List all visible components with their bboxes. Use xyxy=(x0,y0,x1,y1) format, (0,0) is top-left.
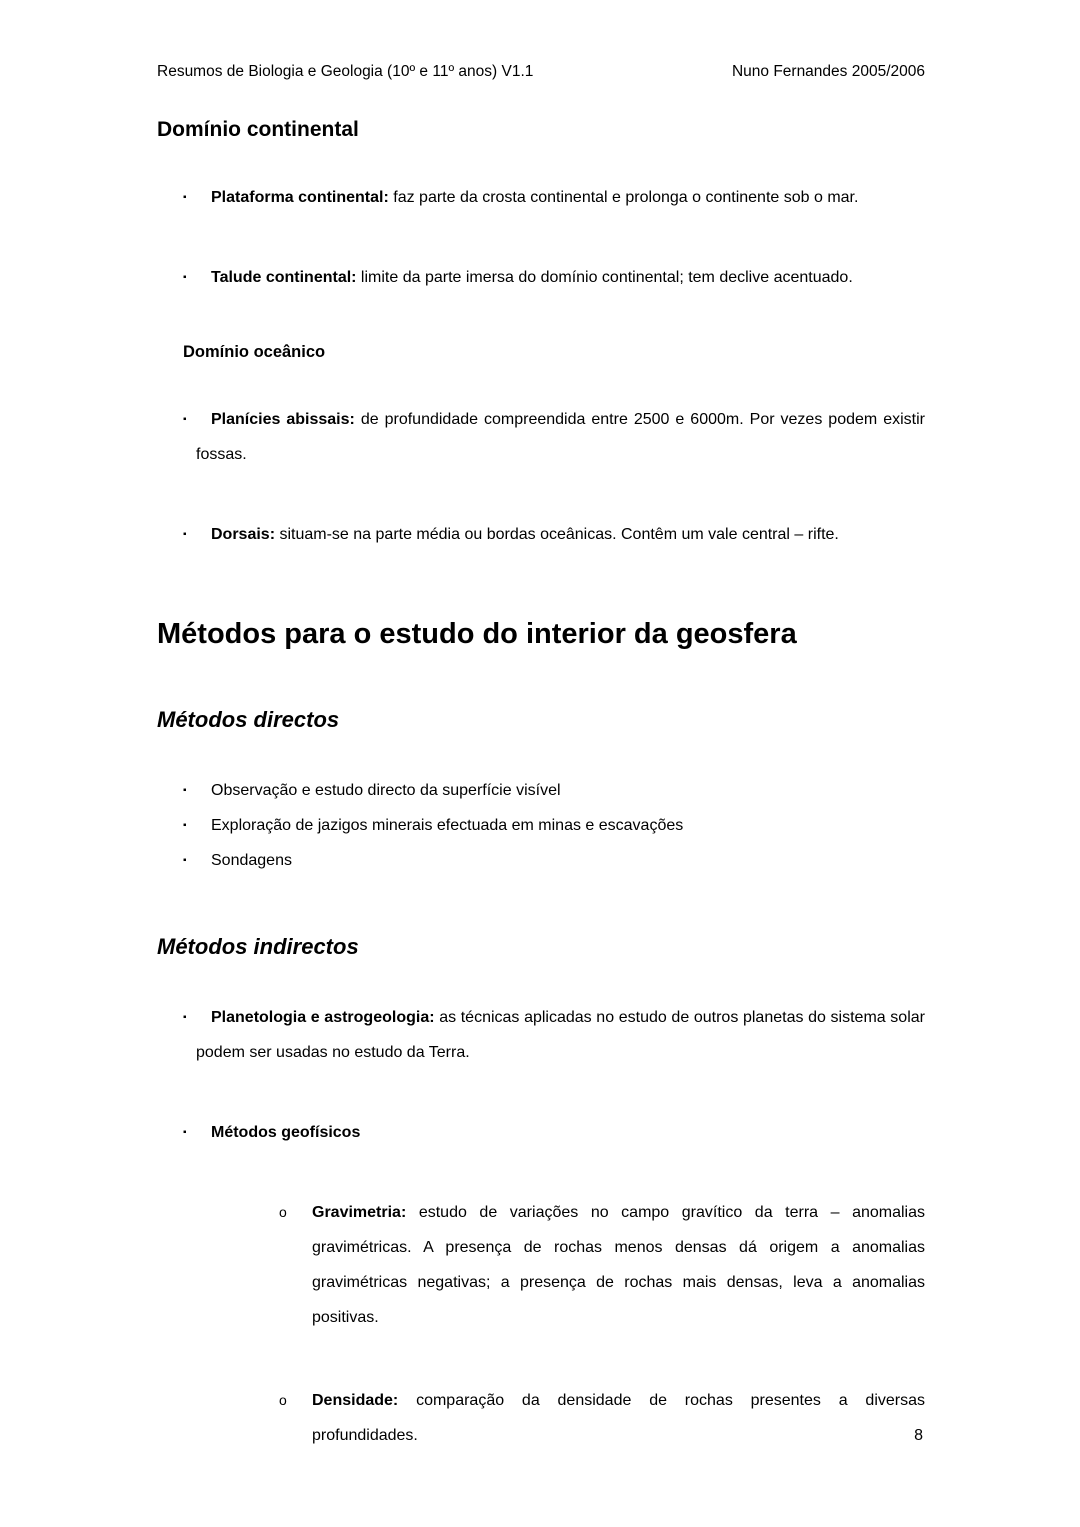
bullet-square-icon: ▪ xyxy=(183,272,187,283)
heading-metodos-indirectos: Métodos indirectos xyxy=(157,934,359,959)
page-number: 8 xyxy=(914,1427,923,1444)
section-heading-dominio-continental: Domínio continental xyxy=(157,118,359,141)
sub-bullet-lead: Densidade: xyxy=(312,1392,399,1409)
spacer xyxy=(157,1177,925,1195)
spacer xyxy=(157,1365,925,1383)
bullet-text: Sondagens xyxy=(211,852,292,869)
bullet-lead: Planícies abissais: xyxy=(211,411,355,428)
bullet-lead: Plataforma continental: xyxy=(211,189,389,206)
spacer xyxy=(157,242,925,260)
sub-bullet-text: estudo de variações no campo gravítico da terra – anomalias gravimétricas. A presença de rochas menos densas dá origem a anomalias gravimétricas negativas; a presença de rochas mais densas, leva a anomalias positivas. xyxy=(312,1204,925,1326)
circle-bullet-icon: o xyxy=(279,1204,287,1220)
bullet-lead: Talude continental: xyxy=(211,269,357,286)
heading-metodos-directos: Métodos directos xyxy=(157,707,340,732)
sub-bullet-text: comparação da densidade de rochas presentes a diversas profundidades. xyxy=(312,1392,925,1444)
bullet-item-planetologia xyxy=(157,1000,925,1070)
bullet-square-icon: ▪ xyxy=(183,1127,187,1138)
bullet-lead: Planetologia e astrogeologia: xyxy=(211,1009,435,1026)
sub-bullet-lead: Gravimetria: xyxy=(312,1204,407,1221)
spacer xyxy=(157,1097,925,1115)
header-right-author: Nuno Fernandes 2005/2006 xyxy=(731,63,925,80)
bullet-square-icon: ▪ xyxy=(183,855,187,866)
page-header xyxy=(157,62,925,82)
bullet-item-dorsais xyxy=(157,517,925,552)
bullet-text: as técnicas aplicadas no estudo de outros planetas do sistema solar podem ser usadas no estudo da Terra. xyxy=(196,1009,925,1061)
bullet-square-icon: ▪ xyxy=(183,192,187,203)
bullet-lead: Métodos geofísicos xyxy=(211,1124,361,1141)
bullet-square-icon: ▪ xyxy=(183,1012,187,1023)
main-heading-metodos: Métodos para o estudo do interior da geosfera xyxy=(157,618,797,650)
bullet-square-icon: ▪ xyxy=(183,820,187,831)
bullet-lead: Dorsais: xyxy=(211,526,276,543)
bullet-square-icon: ▪ xyxy=(183,414,187,425)
bullet-item-metodos-geofisicos xyxy=(157,1115,925,1150)
section-heading-dominio-oceanico: Domínio oceânico xyxy=(183,343,326,361)
bullet-text: Observação e estudo directo da superfície visível xyxy=(211,782,561,799)
bullet-text: faz parte da crosta continental e prolonga o continente sob o mar. xyxy=(388,189,859,206)
bullet-item-sondagens xyxy=(157,843,925,878)
bullet-text: situam-se na parte média ou bordas oceânicas. Contêm um vale central – rifte. xyxy=(275,526,839,543)
bullet-square-icon: ▪ xyxy=(183,529,187,540)
header-left-title: Resumos de Biologia e Geologia (10º e 11º anos) V1.1 xyxy=(157,63,534,80)
spacer xyxy=(157,499,925,517)
bullet-item-observacao xyxy=(157,773,925,808)
bullet-item-plataforma xyxy=(157,180,925,215)
bullet-item-talude xyxy=(157,260,925,295)
bullet-square-icon: ▪ xyxy=(183,785,187,796)
sub-bullet-item-densidade xyxy=(157,1383,925,1453)
bullet-item-exploracao xyxy=(157,808,925,843)
bullet-text: Exploração de jazigos minerais efectuada em minas e escavações xyxy=(211,817,684,834)
bullet-text: limite da parte imersa do domínio continental; tem declive acentuado. xyxy=(356,269,853,286)
sub-bullet-item-gravimetria xyxy=(157,1195,925,1335)
bullet-text: de profundidade compreendida entre 2500 e 6000m. Por vezes podem existir fossas. xyxy=(196,411,925,463)
circle-bullet-icon: o xyxy=(279,1392,287,1408)
bullet-item-planicies xyxy=(157,402,925,472)
